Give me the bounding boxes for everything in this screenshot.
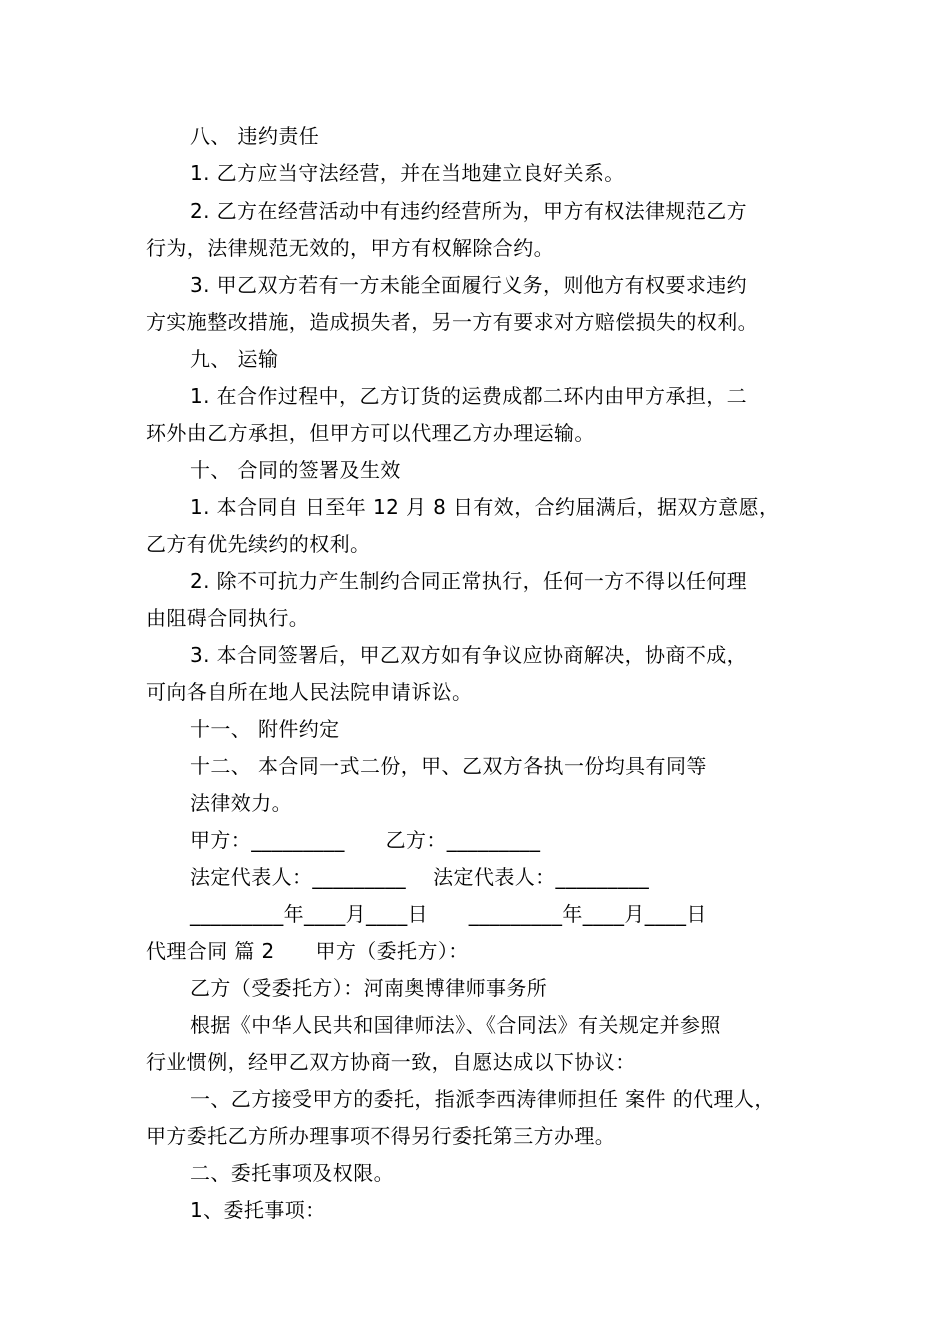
section-12-line-2: 法律效力。 — [190, 791, 292, 815]
section-8-item-2-line-2: 行为，法律规范无效的，甲方有权解除合约。 — [146, 236, 554, 260]
section-9-item-1-line-1: 1. 在合作过程中，乙方订货的运费成都二环内由甲方承担，二 — [190, 384, 748, 408]
section-10-item-3-line-1: 3. 本合同签署后，甲乙双方如有争议应协商解决，协商不成， — [190, 643, 748, 667]
section-10-heading: 十、 合同的签署及生效 — [190, 458, 401, 482]
contract-2-title: 代理合同 篇 2 甲方（委托方）： — [146, 939, 469, 963]
signature-representatives: 法定代表人：_________ 法定代表人：_________ — [190, 865, 650, 889]
contract-2-clause-1-line-2: 甲方委托乙方所办理事项不得另行委托第三方办理。 — [146, 1124, 616, 1148]
section-10-item-1-line-2: 乙方有优先续约的权利。 — [146, 532, 371, 556]
section-8-heading: 八、 违约责任 — [190, 124, 320, 148]
section-8-item-1: 1. 乙方应当守法经营，并在当地建立良好关系。 — [190, 161, 625, 185]
contract-2-clause-2: 二、委托事项及权限。 — [190, 1161, 394, 1185]
section-9-heading: 九、 运输 — [190, 347, 279, 371]
signature-dates: _________年____月____日 _________年____月____日 — [190, 902, 707, 926]
section-12-line-1: 十二、 本合同一式二份，甲、乙双方各执一份均具有同等 — [190, 754, 707, 778]
contract-2-party-b: 乙方（受委托方）：河南奥博律师事务所 — [190, 976, 548, 1000]
contract-2-intro-line-1: 根据《中华人民共和国律师法》、《合同法》有关规定并参照 — [190, 1013, 721, 1037]
section-8-item-3-line-1: 3. 甲乙双方若有一方未能全面履行义务，则他方有权要求违约 — [190, 273, 748, 297]
signature-parties: 甲方：_________ 乙方：_________ — [190, 828, 541, 852]
section-10-item-3-line-2: 可向各自所在地人民法院申请诉讼。 — [146, 680, 473, 704]
section-9-item-1-line-2: 环外由乙方承担，但甲方可以代理乙方办理运输。 — [146, 421, 595, 445]
section-10-item-2-line-2: 由阻碍合同执行。 — [146, 606, 310, 630]
contract-2-clause-2-1: 1、委托事项： — [190, 1198, 326, 1222]
section-10-item-1-line-1: 1. 本合同自 日至年 12 月 8 日有效，合约届满后，据双方意愿， — [190, 495, 780, 519]
contract-2-clause-1-line-1: 一、乙方接受甲方的委托，指派李西涛律师担任 案件 的代理人， — [190, 1087, 775, 1111]
section-8-item-3-line-2: 方实施整改措施，造成损失者，另一方有要求对方赔偿损失的权利。 — [146, 310, 758, 334]
section-8-item-2-line-1: 2. 乙方在经营活动中有违约经营所为，甲方有权法律规范乙方 — [190, 199, 748, 223]
section-11-heading: 十一、 附件约定 — [190, 717, 340, 741]
contract-2-intro-line-2: 行业惯例，经甲乙双方协商一致，自愿达成以下协议： — [146, 1050, 636, 1074]
section-10-item-2-line-1: 2. 除不可抗力产生制约合同正常执行，任何一方不得以任何理 — [190, 569, 748, 593]
